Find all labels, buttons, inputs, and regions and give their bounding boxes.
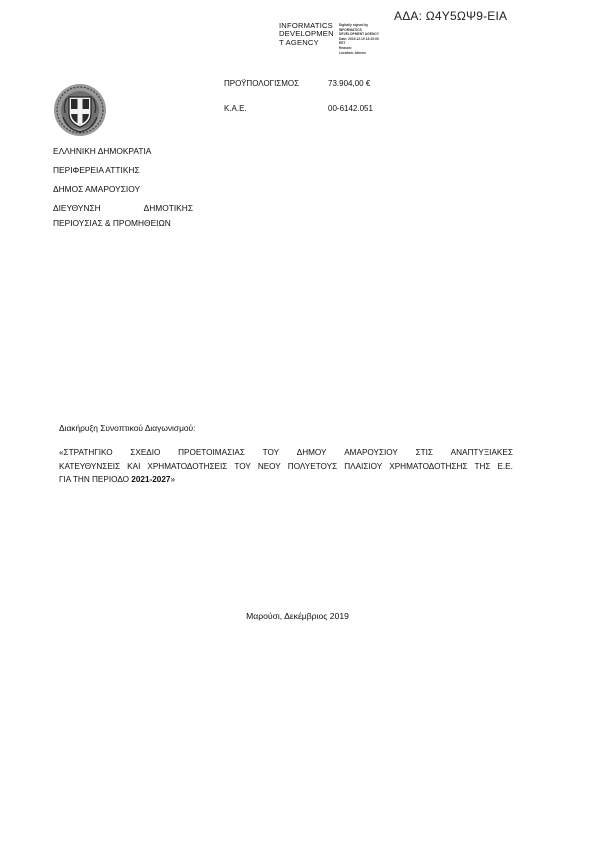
tender-title-line1 [59,446,513,460]
greek-coat-of-arms-icon [53,83,107,137]
title-word: ΚΑΤΕΥΘΥΝΣΕΙΣ [59,461,121,471]
digital-signature-stamp [279,22,399,58]
stamp-agency-name [279,22,339,47]
budget-value: 73.904,00 € [328,79,371,88]
title-word: ΠΟΛΥΕΤΟΥΣ [287,461,338,471]
subject-label: Διακήρυξη Συνοπτικού Διαγωνισμού: [59,423,196,433]
stamp-fine-print [339,23,399,55]
stamp-agency-line: INFORMATICS [279,21,333,30]
stamp-agency-line: T AGENCY [279,37,319,47]
title-word: ΠΡΟΕΤΟΙΜΑΣΙΑΣ [178,448,245,457]
title-word: ΤΗΣ [474,461,491,471]
place-date: Μαρούσι, Δεκέμβριος 2019 [246,611,349,621]
stamp-fine-line: INFORMATICS [339,27,362,32]
tender-title [59,446,513,487]
stamp-agency-line: DEVELOPMEN [279,29,334,39]
title-period-years: 2021-2027 [131,475,171,484]
title-word: ΝΕΟΥ [257,461,281,471]
kae-label: Κ.Α.Ε. [224,104,247,113]
ada-code: ΑΔΑ: Ω4Υ5ΩΨ9-ΕΙΑ [394,9,508,23]
title-word: ΠΛΑΙΣΙΟΥ [344,461,383,471]
title-word: «ΣΤΡΑΤΗΓΙΚΟ [59,448,113,457]
title-word: ΔΗΜΟΥ [296,448,327,457]
stamp-fine-line: Reason: [339,45,353,50]
title-word: ΑΝΑΠΤΥΞΙΑΚΕΣ [450,448,513,457]
title-word: ΤΟΥ [262,448,280,457]
title-word: Ε.Ε. [497,461,513,471]
title-word: ΣΤΙΣ [415,448,433,457]
stamp-fine-line: DEVELOPMENT AGENCY [339,32,379,37]
title-word: ΧΡΗΜΑΤΟΔΟΤΗΣΕΙΣ [147,461,228,471]
title-word: ΚΑΙ [127,461,141,471]
issuer-country: ΕΛΛΗΝΙΚΗ ΔΗΜΟΚΡΑΤΙΑ [53,146,152,156]
issuer-region: ΠΕΡΙΦΕΡΕΙΑ ΑΤΤΙΚΗΣ [53,165,140,175]
budget-label: ΠΡΟΫΠΟΛΟΓΙΣΜΟΣ [224,79,300,88]
tender-title-line3 [59,473,513,487]
title-word: ΑΜΑΡΟΥΣΙΟΥ [344,448,398,457]
issuer-municipality: ΔΗΜΟΣ ΑΜΑΡΟΥΣΙΟΥ [53,184,141,194]
issuer-department-word: ΔΗΜΟΤΙΚΗΣ [143,203,193,213]
issuer-department-line1 [53,203,193,213]
title-period-prefix: ΓΙΑ ΤΗΝ ΠΕΡΙΟΔΟ [59,475,132,484]
stamp-fine-line: Location: Athens [339,50,366,55]
stamp-fine-line: Date: 2019.12.19 13:23:00 [339,36,379,41]
issuer-department-line2: ΠΕΡΙΟΥΣΙΑΣ & ΠΡΟΜΗΘΕΙΩΝ [53,218,171,228]
title-closing-quote: » [170,475,175,484]
stamp-fine-line: Digitally signed by [339,23,369,27]
title-word: ΣΧΕΔΙΟ [130,448,161,457]
tender-title-line2 [59,460,513,474]
title-word: ΤΟΥ [234,461,251,471]
title-word: ΧΡΗΜΑΤΟΔΟΤΗΣΗΣ [389,461,468,471]
kae-value: 00-6142.051 [328,104,373,113]
issuer-department-word: ΔΙΕΥΘΥΝΣΗ [53,203,101,213]
stamp-fine-line: EET [339,41,346,46]
